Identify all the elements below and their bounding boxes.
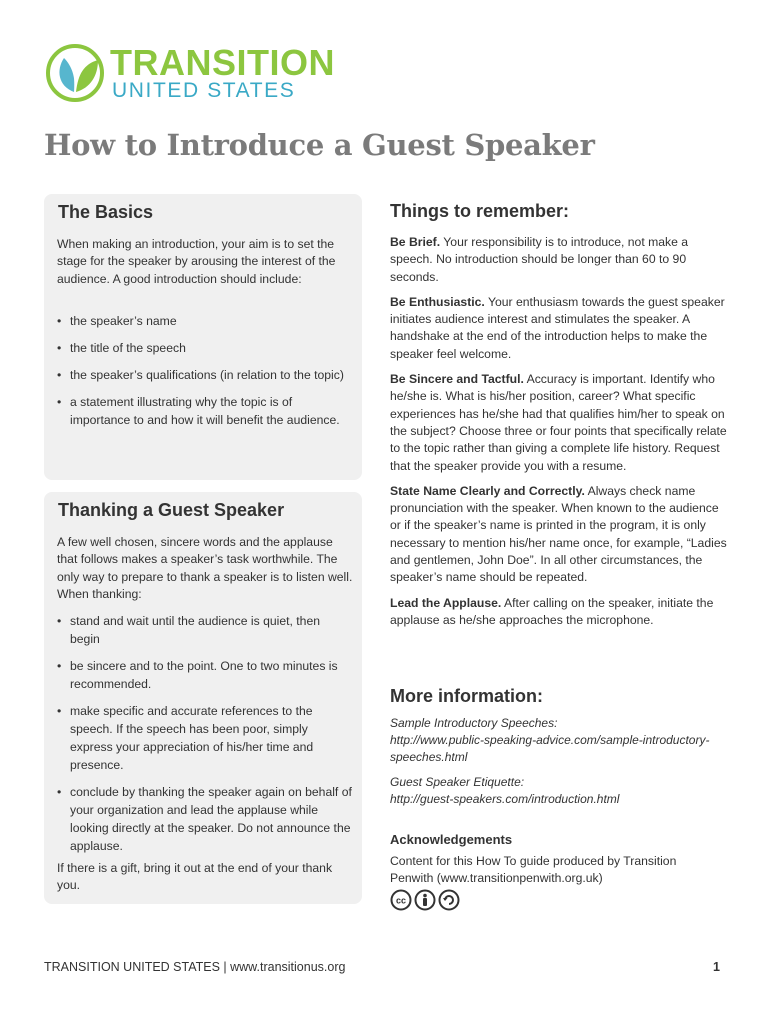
link-label: Guest Speaker Etiquette: xyxy=(390,775,525,789)
list-item: • the speaker’s qualifications (in relation to the topic) xyxy=(57,366,353,384)
list-item: • be sincere and to the point. One to two minutes is recommended. xyxy=(57,657,353,693)
basics-list xyxy=(57,312,353,438)
logo-text-united-states: UNITED STATES xyxy=(112,79,296,102)
remember-item xyxy=(390,294,730,363)
basics-heading: The Basics xyxy=(58,202,154,222)
thanking-heading: Thanking a Guest Speaker xyxy=(58,500,285,520)
acknowledgements-heading: Acknowledgements xyxy=(390,832,513,847)
remember-item-lead: Be Enthusiastic. xyxy=(390,294,485,309)
remember-item-text: Your enthusiasm towards the guest speaker initiates audience interest and stimulates the speaker. A handshake at the end of the introduction helps to make the speaker feel welcome. xyxy=(390,294,725,361)
list-item: • conclude by thanking the speaker again on behalf of your organization and lead the applause while looking directly at the speaker. Do not announce the applause. xyxy=(57,783,353,855)
basics-intro: When making an introduction, your aim is to set the stage for the speaker by arousing the interest of the audience. A good introduction should include: xyxy=(57,237,336,286)
thanking-list xyxy=(57,612,353,864)
remember-item xyxy=(390,483,730,587)
speeches-link[interactable]: http://www.public-speaking-advice.com/sample-introductory-speeches.html xyxy=(390,733,710,764)
remember-item-text: Always check name pronunciation with the speaker. When known to the audience or if the speaker’s name is printed in the program, it is only necessary to mention his/her name once, for example, “Ladies and gentlemen, John Doe”. In all other circumstances, the speaker’s name should be repeated. xyxy=(390,483,727,585)
link-label: Sample Introductory Speeches: xyxy=(390,716,558,730)
more-heading: More information: xyxy=(390,686,543,706)
cc-icon xyxy=(392,891,411,910)
list-item: • the speaker’s name xyxy=(57,312,353,330)
svg-text:cc: cc xyxy=(395,895,407,906)
remember-item-lead: Lead the Applause. xyxy=(390,595,502,610)
footer-text: TRANSITION UNITED STATES | www.transitionus.org xyxy=(44,960,346,974)
remember-item xyxy=(390,595,730,630)
list-item: • a statement illustrating why the topic is of importance to and how it will benefit the audience. xyxy=(57,393,353,429)
logo-text-transition: TRANSITION xyxy=(110,42,335,83)
remember-item-text: After calling on the speaker, initiate the applause as he/she approaches the microphone. xyxy=(390,595,714,627)
basics-panel xyxy=(44,194,362,480)
thanking-intro: A few well chosen, sincere words and the applause that follows makes a speaker’s task worthwhile. The only way to prepare to thank a speaker is to listen well. When thanking: xyxy=(57,535,353,601)
remember-item-lead: Be Sincere and Tactful. xyxy=(390,372,524,387)
list-item: • the title of the speech xyxy=(57,339,353,357)
remember-item-text: Your responsibility is to introduce, not make a speech. No introduction should be longer than 60 to 90 seconds. xyxy=(390,235,689,284)
remember-heading: Things to remember: xyxy=(390,201,570,221)
etiquette-link[interactable]: http://guest-speakers.com/introduction.html xyxy=(390,792,620,806)
remember-item-text: Accuracy is important. Identify who he/she is. What is his/her position, career? What specific experiences has he/she had that qualifies him/her to speak on the subject? Choose three or four points that specifically relate to the topic rather than giving a complete life history. Request that the speaker provide you with a resume. xyxy=(390,372,727,473)
page-number: 1 xyxy=(713,960,720,974)
remember-item xyxy=(390,234,730,286)
transition-us-logo xyxy=(44,42,335,106)
remember-item-lead: Be Brief. xyxy=(390,235,441,249)
things-to-remember-section xyxy=(390,201,730,637)
leaf-logo-icon xyxy=(44,42,106,104)
thanking-panel xyxy=(44,492,362,904)
remember-item xyxy=(390,371,730,475)
remember-item-lead: State Name Clearly and Correctly. xyxy=(390,483,585,498)
page-title: How to Introduce a Guest Speaker xyxy=(44,128,595,162)
acknowledgements-text: Content for this How To guide produced by Transition Penwith (www.transitionpenwith.org.uk) xyxy=(390,854,677,886)
more-information-section xyxy=(390,686,730,888)
by-icon xyxy=(416,891,435,910)
list-item: • make specific and accurate references to the speech. If the speech has been poor, simply express your appreciation of his/her time and presence. xyxy=(57,702,353,774)
sa-icon xyxy=(440,891,459,910)
creative-commons-badges xyxy=(390,889,468,911)
thanking-closing: If there is a gift, bring it out at the end of your thank you. xyxy=(57,861,333,893)
list-item: • stand and wait until the audience is quiet, then begin xyxy=(57,612,353,648)
